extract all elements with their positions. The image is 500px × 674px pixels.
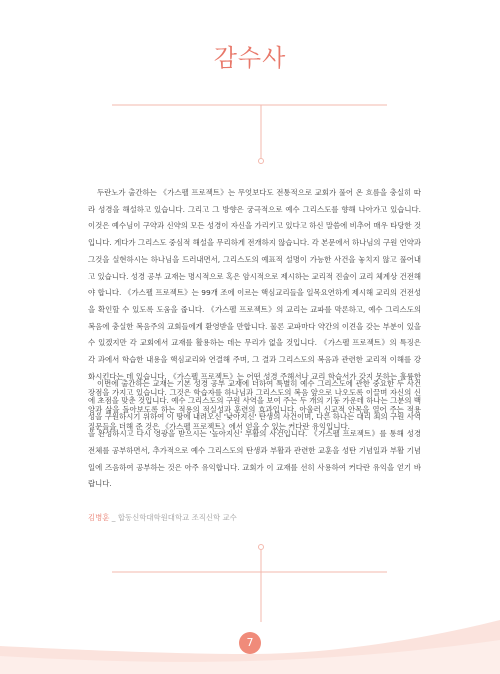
paragraph-text: 두란노가 출간하는 《가스펠 프로젝트》는 무엇보다도 전통적으로 교회가 풀어 온 흐름을 충실히 따라 성경을 해설하고 있습니다. 그리고 그 방향은 궁극적으로 예수 그리스도를 향해 나아가고 있습니다. 이것은 예수님이 구약과 신약의 모든 성경이 자신을 가리키고 있다고 하신 말씀에 비추어 매우 타당한 것입니다. 게다가 그리스도 중심적 해설을 무리하게 전개하지 않습니다. 각 본문에서 하나님의 구원 언약과 그것을 실현하시는 하나님을 드러내면서, 그리스도의 예표적 설명이 가능한 사건을 놓치지 않고 풀어내고 있습니다. 성경 공부 교재는 명시적으로 혹은 암시적으로 제시하는 교리적 진술이 교리 체계상 건전해야 합니다. 《가스펠 프로젝트》는 99개 조에 이르는 핵심교리들을 일목요연하게 제시해 교리의 건전성을 확인할 수 있도록 도움을 줍니다. 《가스펠 프로젝트》의 교리는 교파를 막론하고, 예수 그리스도의 복음에 충실한 복음주의 교회들에게 환영받을 만합니다. 물론 교파마다 약간의 이견을 갖는 부분이 있을 수 있겠지만 각 교회에서 교재를 활용하는 데는 무리가 없을 것입니다. 《가스펠 프로젝트》의 특징은 각 과에서 학습한 내용을 핵심교리와 연결해 주며, 그 결과 그리스도의 복음과 관련한 교리적 이해를 강화시킨다는 데 있습니다. 《가스펠 프로젝트》는 어떤 성경 주해서나 교리 학습서가 갖지 못하는 훌륭한 장점을 가지고 있습니다. 그것은 학습자를 하나님과 그리스도의 복음 앞으로 나오도록 이끌며 자신의 신앙과 삶을 돌아보도록 하는 적용의 적실성과 훈련의 효과입니다. 아울러 신교적 안목을 열어 주는 적용 질문들을 더해 준 것은 《가스펠 프로젝트》에서 얻을 수 있는 커다란 유익입니다. [88,188,421,431]
author-affiliation: 합동신학대학원대학교 조직신학 교수 [117,513,237,522]
author-signature [88,512,237,523]
top-ornament-dot [259,159,264,164]
page-number-badge: 7 [239,632,261,654]
body-paragraph-2 [88,376,421,493]
paragraph-text: 이번에 출간하는 교재는 기본 성경 공부 교재에 더하여 특별히 예수 그리스도에 관한 중요한 두 사건에 초점을 맞춘 것입니다. 예수 그리스도의 구원 사역을 보여 주는 두 개의 기둥 가운데 하나는 그분의 백성을 구원하시기 위하여 이 땅에 내려오신 '낮아지신' 탄생의 사건이며, 다른 하나는 대리 죄의 구원 사역을 완성하시고 다시 영광을 받으시는 '높아지신' 부활의 사건입니다. 《가스펠 프로젝트》를 통해 성경 전체를 공부하면서, 추가적으로 예수 그리스도의 탄생과 부활과 관련한 교훈을 성탄 기념일과 부활 기념일에 즈음하여 공부하는 것은 아주 유익합니다. 교회가 이 교재를 선히 사용하여 커다란 유익을 얻기 바랍니다. [88,379,421,489]
page-title: 감수사 [213,44,287,72]
author-name: 김병훈 [88,513,110,522]
bottom-ornament-dot [259,545,264,550]
author-separator: _ [111,513,118,522]
